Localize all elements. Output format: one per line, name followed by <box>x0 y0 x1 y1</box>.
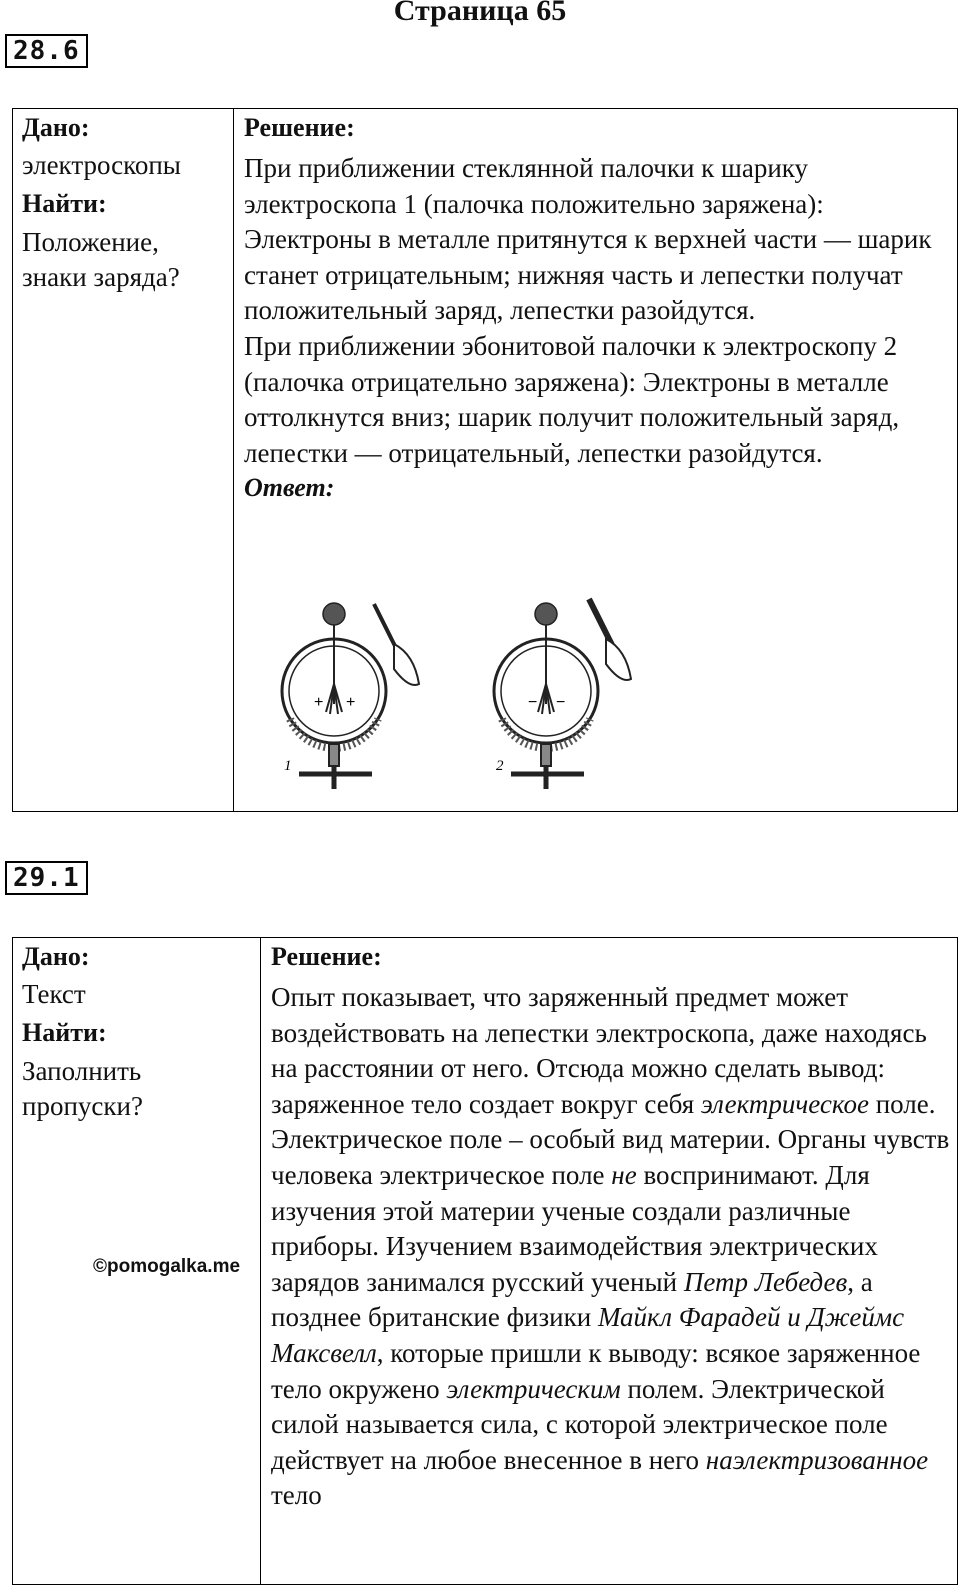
task-number: 28.6 <box>5 34 88 68</box>
solution-label: Решение: <box>244 113 355 142</box>
electroscopes-figure <box>254 584 684 809</box>
page-title: Страница 65 <box>393 0 567 27</box>
solution-paragraph: При приближении стеклянной палочки к шарику электроскопа 1 (палочка положительно заряжена): Электроны в металле притянутся к верхней части — шарик станет отрицательным; нижняя часть и лепестки получат положительный заряд, лепестки разойдутся. <box>244 153 932 326</box>
figure-label: 1 <box>284 758 292 774</box>
answer-label: Ответ: <box>244 473 335 503</box>
solution-paragraph: При приближении эбонитовой палочки к электроскопу 2 (палочка отрицательно заряжена): Электроны в металле оттолкнутся вниз; шарик получит положительный заряд, лепестки — отрицательный, лепестки разойдутся. <box>244 330 900 468</box>
find-label: Найти: <box>22 188 107 218</box>
find-value: Заполнить пропуски? <box>22 1055 143 1122</box>
find-label: Найти: <box>22 1017 107 1047</box>
filled-blank: Петр Лебедев <box>683 1266 848 1297</box>
electroscope-ball <box>323 603 345 625</box>
task-number: 29.1 <box>5 861 88 895</box>
find-value: Положение, знаки заряда? <box>22 226 180 293</box>
filled-blank: электрическим <box>446 1373 621 1404</box>
solution-column <box>261 938 957 1584</box>
given-value: Текст <box>22 979 86 1009</box>
solution-label: Решение: <box>271 942 382 971</box>
watermark: ©pomogalka.me <box>93 1256 241 1277</box>
electroscope-ball <box>535 603 557 625</box>
figure-label: 2 <box>496 758 504 774</box>
given-column <box>13 938 261 1584</box>
filled-blank: наэлектризованное <box>705 1444 929 1475</box>
given-column <box>13 109 234 811</box>
charge-sign: + <box>346 694 356 711</box>
solution-column <box>234 109 957 811</box>
charge-sign: − <box>556 694 566 711</box>
given-value: электроскопы <box>22 150 181 180</box>
charge-sign: − <box>528 694 538 711</box>
task-table <box>12 108 958 812</box>
filled-blank: Майкл Фарадей и Джеймс Максвелл <box>271 1302 905 1368</box>
charge-sign: + <box>314 694 324 711</box>
task-table <box>12 937 958 1585</box>
filled-blank: не <box>611 1159 637 1190</box>
given-label: Дано: <box>22 113 90 142</box>
filled-blank: электрическое <box>700 1088 869 1119</box>
given-label: Дано: <box>22 942 90 971</box>
solution-text: Опыт показывает, что заряженный предмет может воздействовать на лепестки электроскопа, даже находясь на расстоянии от него. Отсюда можно сделать вывод: заряженное тело создает вокруг себя электрическое поле. Электрическое поле – особый вид материи. Органы чувств человека электрическое поле не воспринимают. Для изучения этой материи ученые создали различные приборы. Изучением взаимодействия электрических зарядов занимался русский ученый Петр Лебедев, а позднее британские физики Майкл Фарадей и Джеймс Максвелл, которые пришли к выводу: всякое заряженное тело окружено электрическим полем. Электрической силой называется сила, с которой электрическое поле действует на любое внесенное в него наэлектризованное тело <box>271 982 950 1511</box>
